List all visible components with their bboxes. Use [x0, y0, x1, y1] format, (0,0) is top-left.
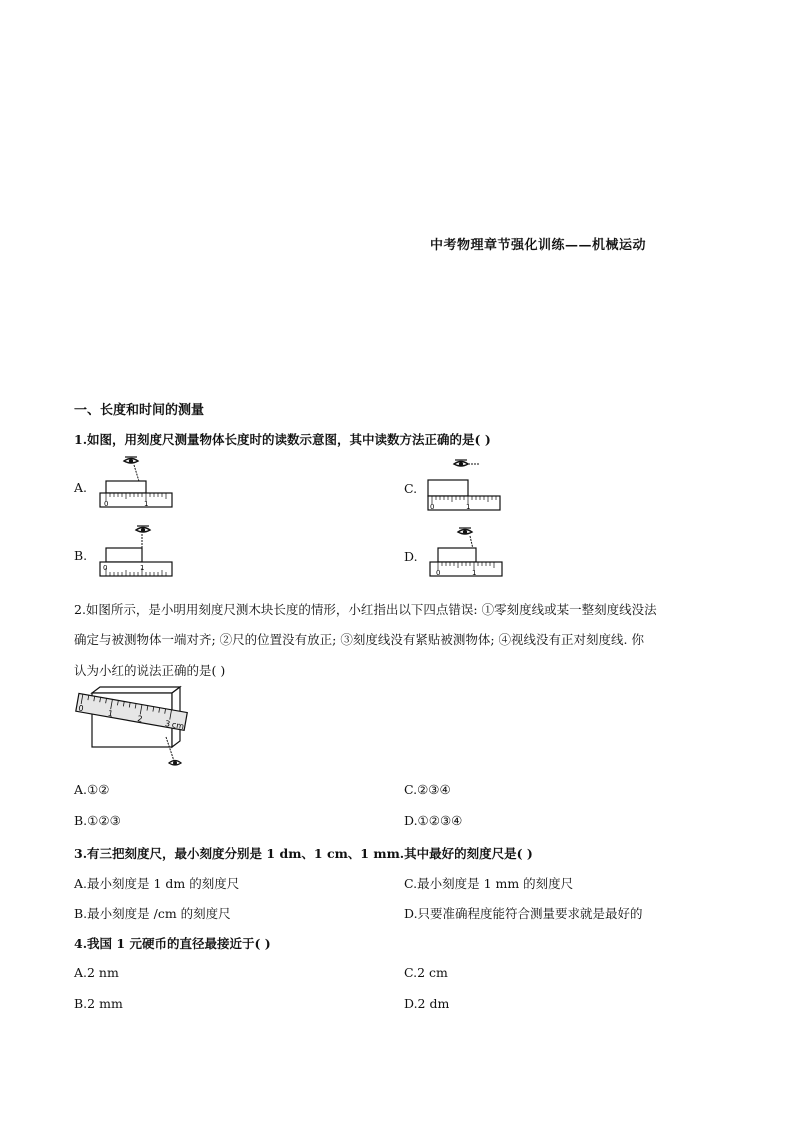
svg-text:0: 0	[430, 503, 435, 511]
svg-text:1: 1	[107, 708, 114, 719]
q4-option-c: C.2 cm	[404, 965, 448, 980]
q1-figure-d	[426, 522, 506, 586]
eye-icon	[124, 457, 138, 463]
q1-figure-b	[96, 522, 176, 586]
question-2-line-2: 确定与被测物体一端对齐; ②尺的位置没有放正; ③刻度线没有紧贴被测物体; ④视线没有正对刻度线. 你	[74, 632, 645, 647]
q1-label-d: D.	[404, 549, 418, 564]
q4-option-b: B.2 mm	[74, 996, 123, 1011]
q2-option-b: B.①②③	[74, 813, 121, 828]
q4-option-a: A.2 nm	[74, 965, 119, 980]
eye-icon	[136, 526, 150, 532]
q2-option-c: C.②③④	[404, 782, 451, 797]
svg-text:0: 0	[104, 500, 109, 508]
q2-option-d: D.①②③④	[404, 813, 463, 828]
q1-figure-c	[424, 452, 504, 518]
question-3-stem: 3.有三把刻度尺，最小刻度分别是 1 dm、1 cm、1 mm.其中最好的刻度尺是( )	[74, 846, 533, 861]
eye-icon	[169, 761, 181, 766]
svg-text:1: 1	[472, 569, 477, 577]
q2-figure-ruler-block	[74, 685, 190, 775]
question-2-line-3: 认为小红的说法正确的是( )	[74, 663, 226, 678]
q1-label-c: C.	[404, 481, 418, 496]
svg-text:1: 1	[144, 500, 149, 508]
document-title: 中考物理章节强化训练——机械运动	[430, 238, 647, 253]
q1-figure-a	[96, 455, 176, 517]
q3-option-a: A.最小刻度是 1 dm 的刻度尺	[74, 876, 240, 891]
svg-text:0: 0	[77, 703, 85, 714]
q4-option-d: D.2 dm	[404, 996, 450, 1011]
q3-option-d: D.只要准确程度能符合测量要求就是最好的	[404, 906, 643, 921]
eye-icon	[458, 528, 472, 534]
q1-label-a: A.	[74, 480, 88, 495]
question-2-line-1: 2.如图所示，是小明用刻度尺测木块长度的情形，小红指出以下四点错误: ①零刻度线或某一整刻度线没法	[74, 602, 657, 617]
q3-option-b: B.最小刻度是 /cm 的刻度尺	[74, 906, 231, 921]
svg-text:1: 1	[466, 503, 471, 511]
q1-label-b: B.	[74, 548, 88, 563]
svg-text:3: 3	[164, 718, 171, 729]
svg-text:0: 0	[436, 569, 441, 577]
question-1-stem: 1.如图，用刻度尺测量物体长度时的读数示意图，其中读数方法正确的是( )	[74, 432, 491, 447]
q2-option-a: A.①②	[74, 782, 110, 797]
svg-text:cm: cm	[171, 720, 185, 732]
section-heading: 一、长度和时间的测量	[74, 403, 205, 418]
svg-text:0: 0	[103, 564, 108, 572]
svg-text:1: 1	[140, 564, 145, 572]
q3-option-c: C.最小刻度是 1 mm 的刻度尺	[404, 876, 574, 891]
question-4-stem: 4.我国 1 元硬币的直径最接近于( )	[74, 936, 271, 951]
svg-text:2: 2	[136, 714, 144, 724]
eye-icon	[454, 460, 468, 466]
